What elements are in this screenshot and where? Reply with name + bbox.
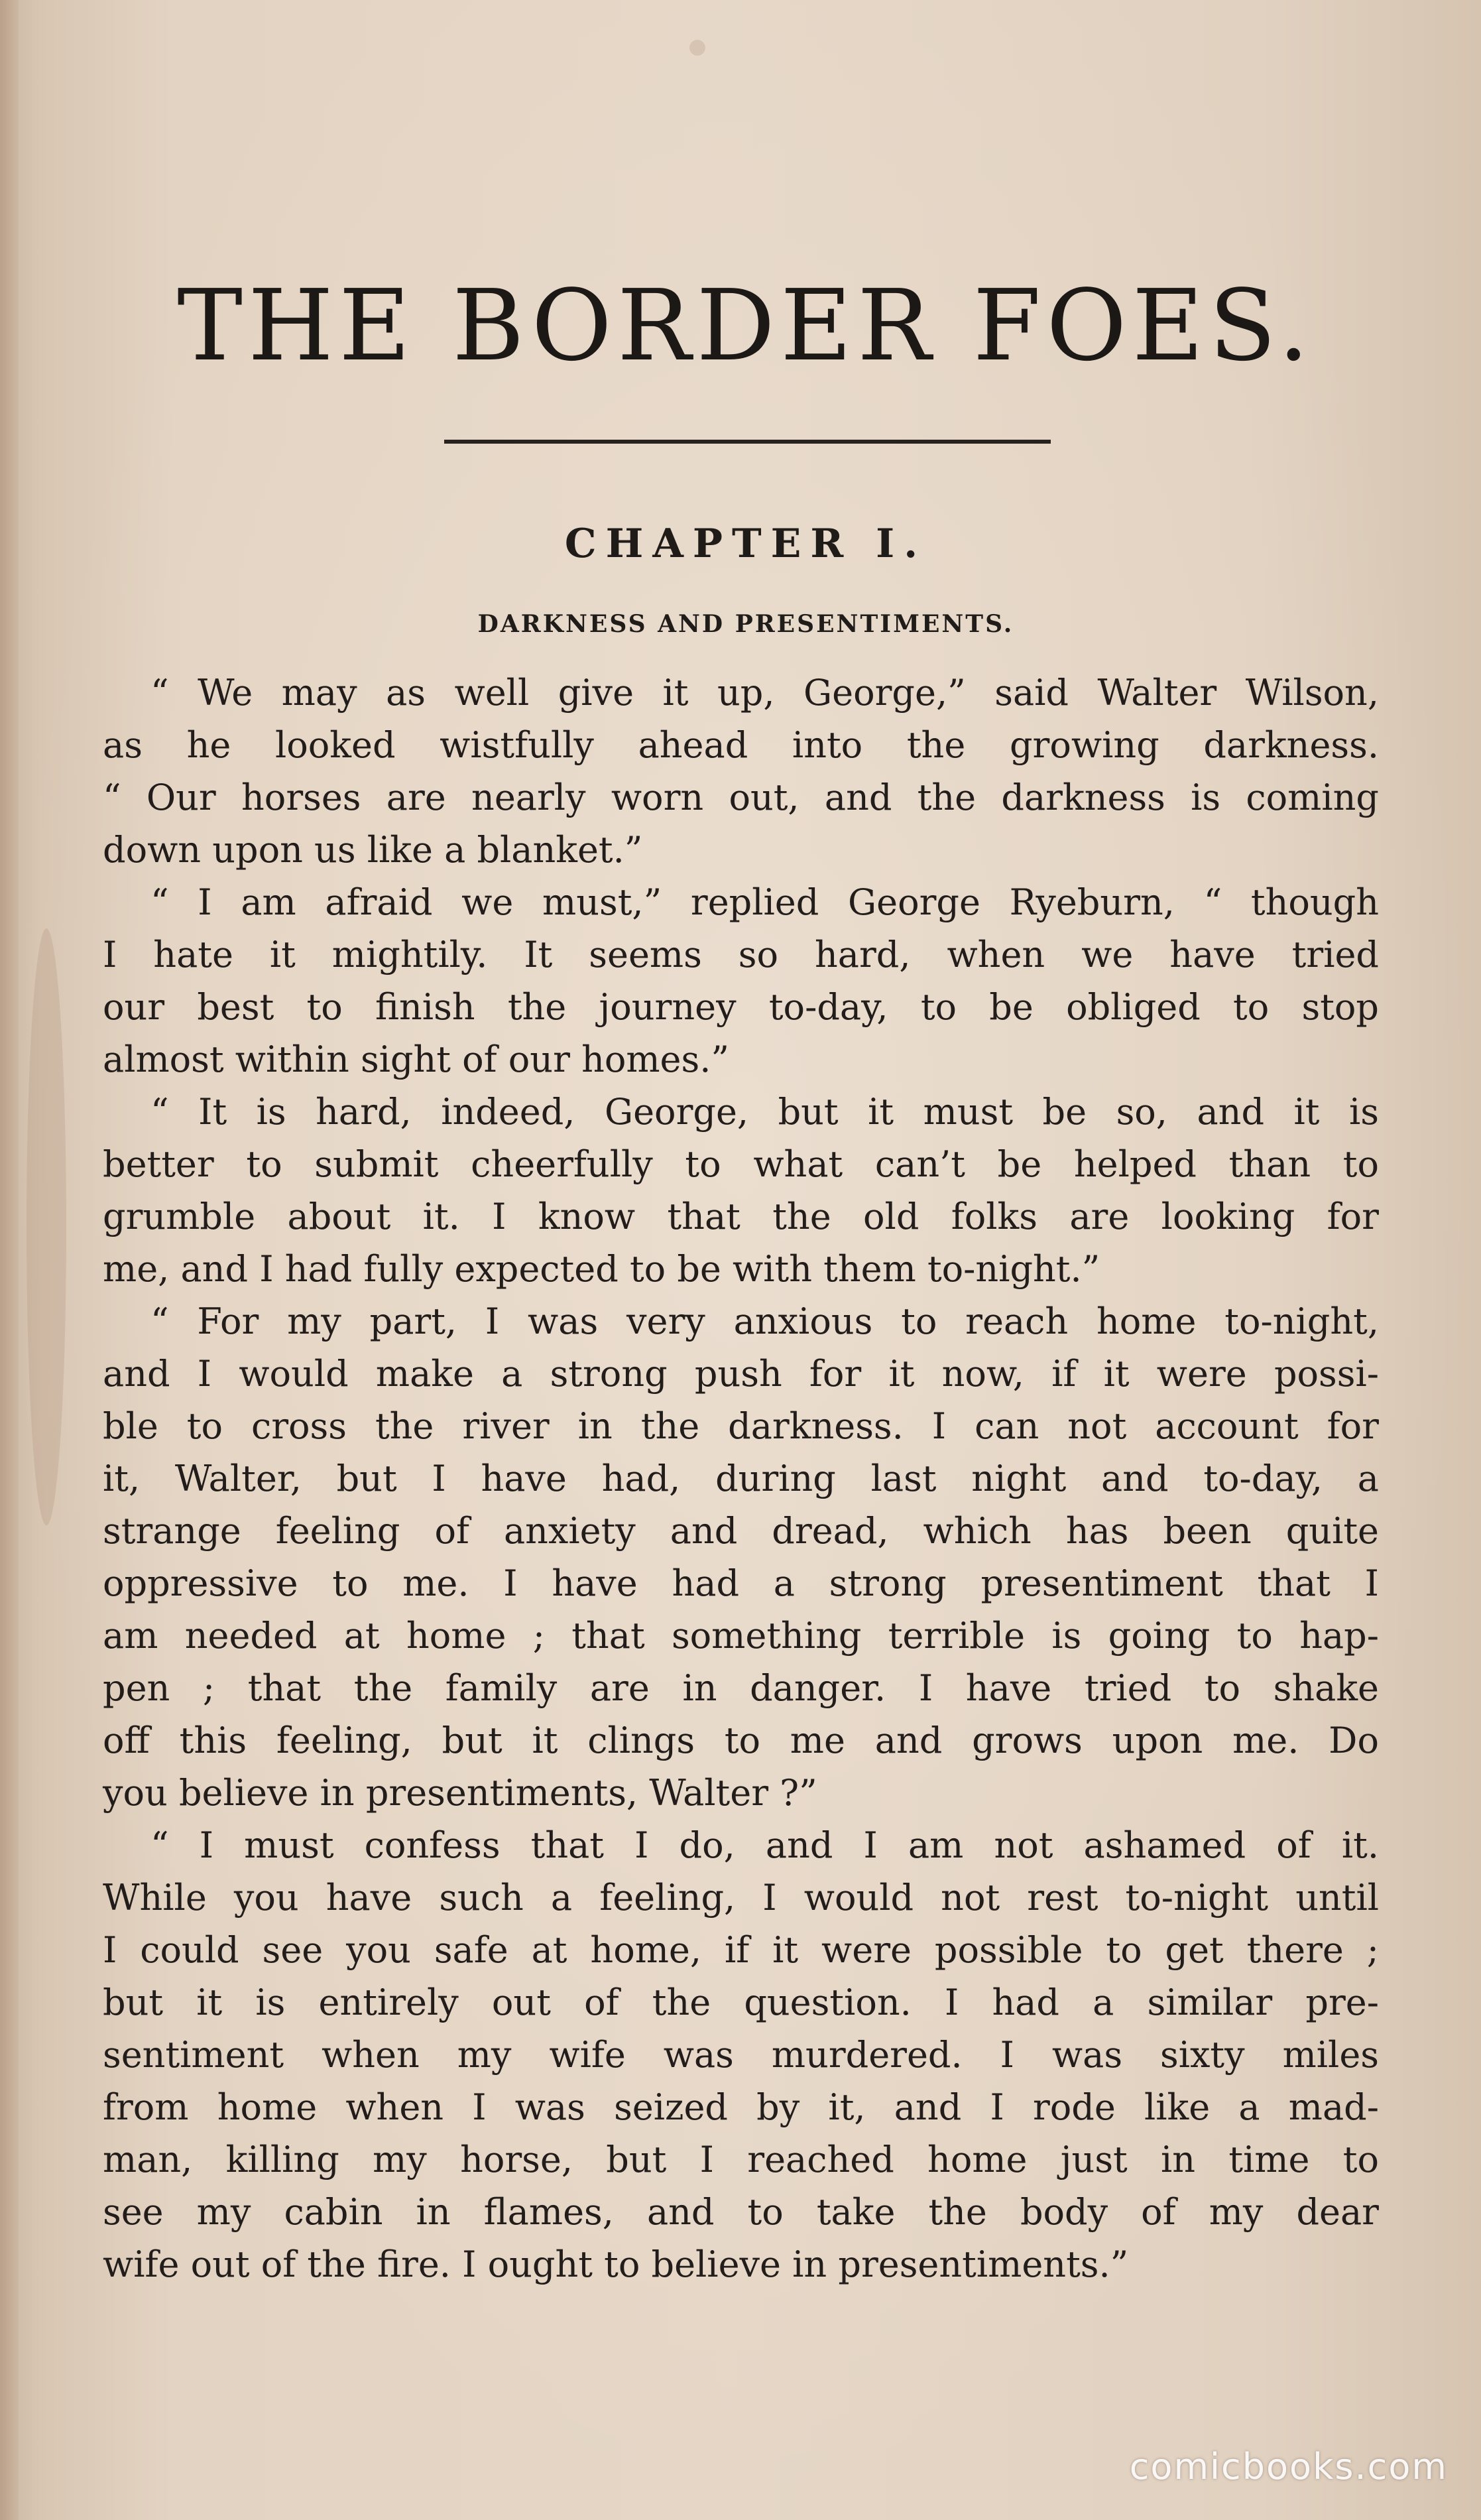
text-line: grumble about it. I know that the old folks are looking for — [103, 1196, 1379, 1237]
text-line: I could see you safe at home, if it were possible to get there ; — [103, 1929, 1379, 1971]
paper-stain — [689, 40, 705, 56]
text-line: down upon us like a blanket.” — [103, 829, 643, 871]
chapter-heading: CHAPTER I. — [564, 521, 927, 567]
text-line: “ I must confess that I do, and I am not ashamed of it. — [150, 1824, 1379, 1866]
book-title: THE BORDER FOES. — [177, 269, 1315, 383]
text-line: “ For my part, I was very anxious to reach home to-night, — [150, 1300, 1379, 1342]
title-divider — [444, 440, 1051, 444]
text-line: sentiment when my wife was murdered. I was sixty miles — [103, 2034, 1379, 2076]
text-line: see my cabin in flames, and to take the body of my dear — [103, 2191, 1379, 2233]
text-line: but it is entirely out of the question. I had a similar pre- — [103, 1982, 1379, 2023]
site-watermark: comicbooks.com — [1129, 2446, 1448, 2488]
text-line: almost within sight of our homes.” — [103, 1039, 729, 1080]
text-line: am needed at home ; that something terrible is going to hap- — [103, 1615, 1379, 1657]
text-line: ble to cross the river in the darkness. I can not account for — [103, 1405, 1379, 1447]
text-line: our best to finish the journey to-day, to be obliged to stop — [103, 986, 1379, 1028]
text-line: man, killing my horse, but I reached home just in time to — [103, 2139, 1379, 2180]
chapter-subtitle: DARKNESS AND PRESENTIMENTS. — [477, 610, 1014, 638]
text-line: “ I am afraid we must,” replied George Ryeburn, “ though — [150, 881, 1379, 923]
paper-stain — [27, 928, 66, 1525]
text-line: and I would make a strong push for it now, if it were possi- — [103, 1353, 1379, 1395]
text-line: as he looked wistfully ahead into the growing darkness. — [103, 724, 1379, 766]
text-line: While you have such a feeling, I would not rest to-night until — [103, 1877, 1379, 1919]
text-line: off this feeling, but it clings to me and grows upon me. Do — [103, 1720, 1379, 1761]
text-line: oppressive to me. I have had a strong presentiment that I — [103, 1562, 1379, 1604]
text-line: pen ; that the family are in danger. I have tried to shake — [103, 1667, 1379, 1709]
page-gutter-shadow — [0, 0, 19, 2520]
text-line: it, Walter, but I have had, during last night and to-day, a — [103, 1458, 1379, 1499]
text-line: better to submit cheerfully to what can’t be helped than to — [103, 1143, 1379, 1185]
text-line: “ Our horses are nearly worn out, and the darkness is coming — [103, 777, 1379, 818]
chapter-text — [103, 666, 1379, 2291]
text-line: wife out of the fire. I ought to believe in presentiments.” — [103, 2243, 1129, 2285]
text-line: from home when I was seized by it, and I rode like a mad- — [103, 2086, 1379, 2128]
text-line: me, and I had fully expected to be with them to-night.” — [103, 1248, 1100, 1290]
text-line: “ We may as well give it up, George,” said Walter Wilson, — [150, 672, 1379, 714]
text-line: “ It is hard, indeed, George, but it must be so, and it is — [150, 1091, 1379, 1133]
text-line: strange feeling of anxiety and dread, which has been quite — [103, 1510, 1379, 1552]
text-line: you believe in presentiments, Walter ?” — [103, 1772, 817, 1814]
text-line: I hate it mightily. It seems so hard, when we have tried — [103, 934, 1379, 976]
